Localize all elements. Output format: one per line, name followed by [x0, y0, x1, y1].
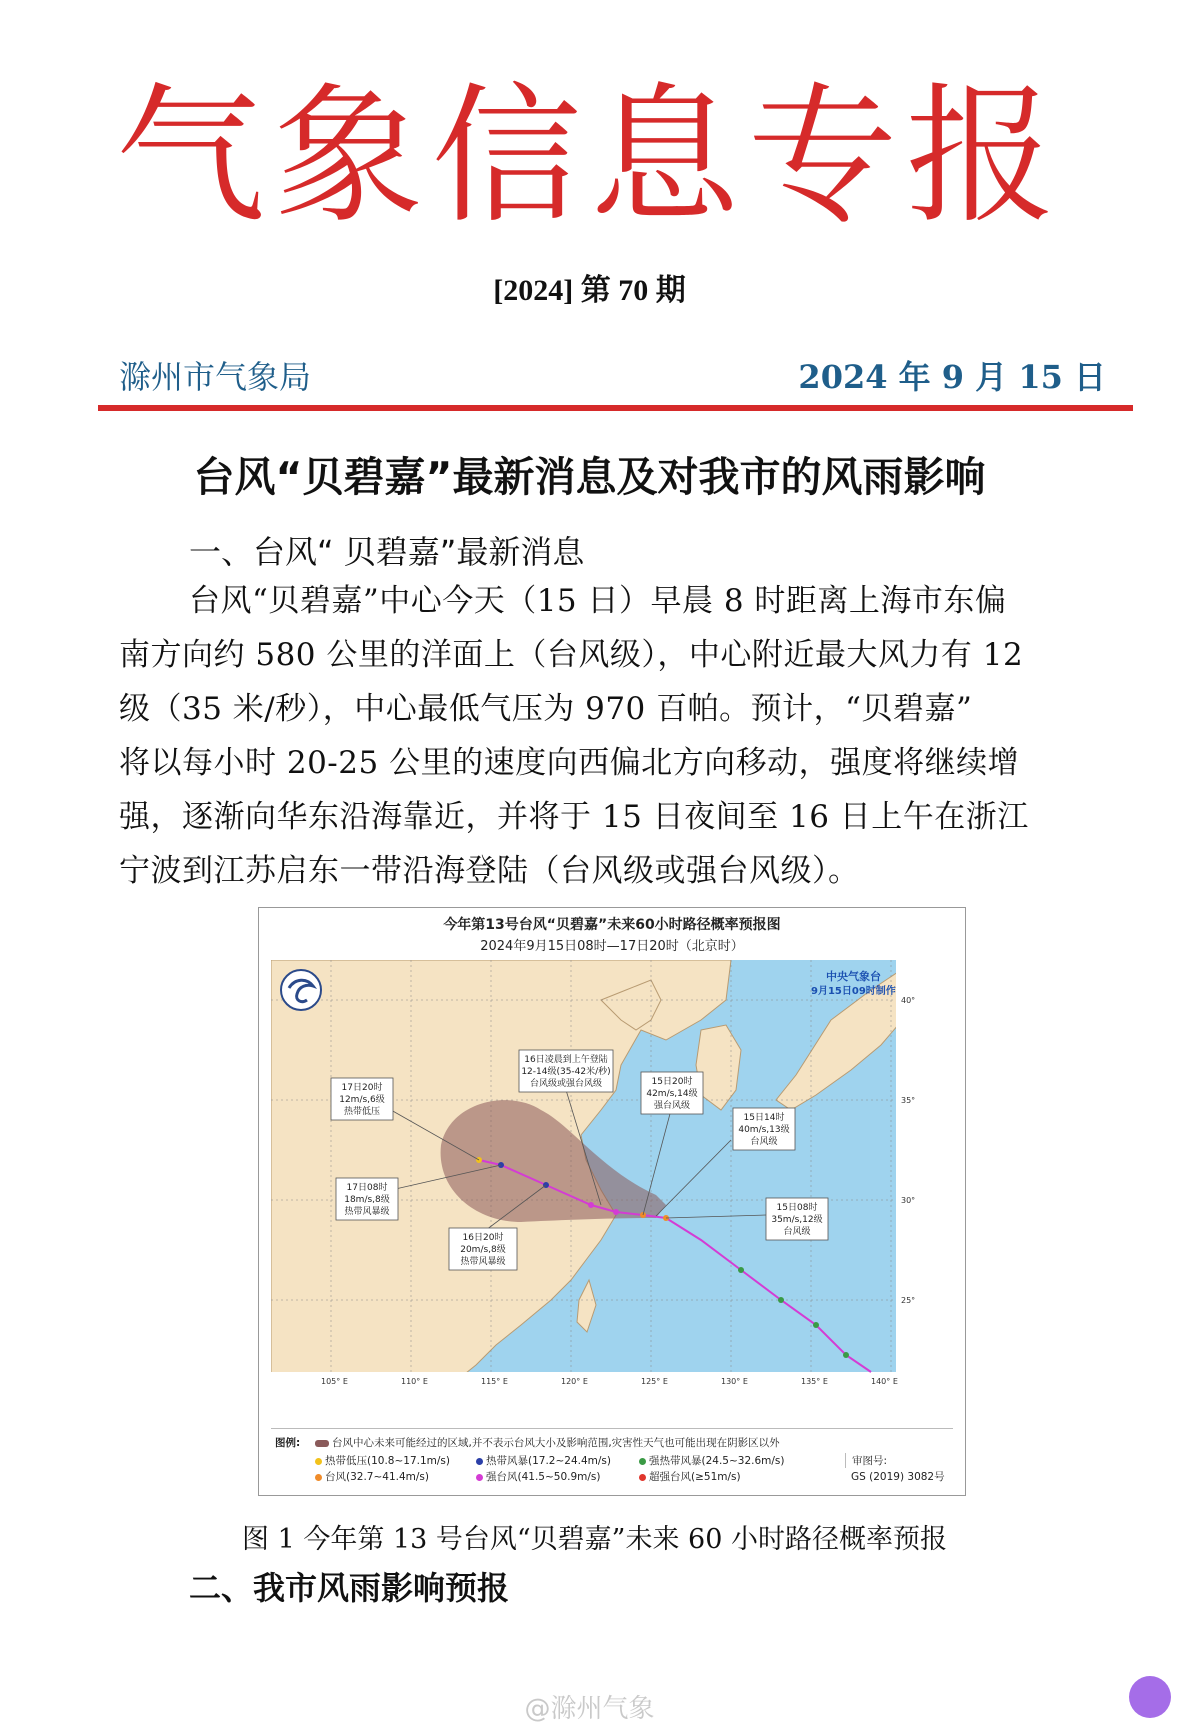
figure-legend	[271, 1428, 953, 1487]
callout-text: 15日14时	[743, 1113, 785, 1123]
legend-text: 台风(32.7~41.4m/s)	[325, 1471, 429, 1483]
section-1-heading: 一、台风“ 贝碧嘉”最新消息	[189, 533, 585, 571]
track-point	[588, 1202, 594, 1208]
callout-text: 热带低压	[343, 1107, 381, 1117]
callout-text: 热带风暴级	[460, 1257, 506, 1267]
legend-text: 热带风暴(17.2~24.4m/s)	[486, 1455, 611, 1467]
legend-text: 强台风(41.5~50.9m/s)	[486, 1471, 601, 1483]
red-divider	[98, 405, 1133, 411]
callout-text: 16日凌晨到上午登陆	[524, 1055, 608, 1065]
agency-name: 滁州市气象局	[119, 358, 312, 396]
paragraph-line: 台风“贝碧嘉”中心今天（15 日）早晨 8 时距离上海市东偏	[189, 583, 1007, 619]
callout-text: 热带风暴级	[344, 1207, 390, 1217]
track-point	[843, 1352, 849, 1358]
legend-dot-icon	[315, 1474, 322, 1481]
callout-text: 16日20时	[462, 1233, 504, 1243]
typhoon-forecast-figure	[258, 907, 966, 1496]
section-1-paragraph	[119, 574, 1109, 898]
legend-item	[315, 1469, 429, 1484]
lon-label: 105° E	[321, 1377, 348, 1386]
lat-label: 35°	[901, 1096, 916, 1105]
issue-date: 2024 年 9 月 15 日	[798, 358, 1106, 396]
callout-text: 35m/s,12级	[771, 1215, 823, 1225]
issuer-line: 中央气象台	[826, 970, 881, 983]
lon-label: 120° E	[561, 1377, 588, 1386]
figure-subtitle: 2024年9月15日08时—17日20时（北京时）	[480, 939, 744, 954]
paragraph-line: 级（35 米/秒），中心最低气压为 970 百帕。预计，“贝碧嘉”	[119, 691, 973, 727]
lon-label: 110° E	[401, 1377, 428, 1386]
section-2-heading: 二、我市风雨影响预报	[189, 1569, 510, 1607]
callout-text: 17日08时	[346, 1183, 388, 1193]
callout-text: 15日20时	[651, 1077, 693, 1087]
lon-label: 135° E	[801, 1377, 828, 1386]
legend-text: 超强台风(≥51m/s)	[649, 1471, 741, 1483]
paragraph-line: 将以每小时 20-25 公里的速度向西偏北方向移动，强度将继续增	[119, 745, 1020, 781]
lon-label: 115° E	[481, 1377, 508, 1386]
headline: 台风“贝碧嘉”最新消息及对我市的风雨影响	[193, 453, 986, 501]
callout-text: 台风级或强台风级	[529, 1079, 603, 1089]
masthead-title: 气象信息专报	[115, 70, 1064, 244]
legend-item	[639, 1453, 785, 1468]
legend-dot-icon	[639, 1474, 646, 1481]
callout-text: 18m/s,8级	[344, 1195, 390, 1205]
lat-label: 25°	[901, 1296, 916, 1305]
callout-text: 15日08时	[776, 1203, 818, 1213]
right-margin	[896, 960, 953, 1420]
track-point	[813, 1322, 819, 1328]
lat-label: 40°	[901, 996, 916, 1005]
callout-text: 12-14级(35-42米/秒)	[521, 1067, 611, 1077]
legend-dot-icon	[476, 1458, 483, 1465]
legend-dot-icon	[639, 1458, 646, 1465]
issuer-line: 9月15日09时制作	[811, 986, 896, 997]
track-point	[778, 1297, 784, 1303]
paragraph-line: 南方向约 580 公里的洋面上（台风级），中心附近最大风力有 12	[119, 637, 1024, 673]
callout-text: 强台风级	[653, 1101, 691, 1111]
callout-text: 12m/s,6级	[339, 1095, 385, 1105]
callout-text: 20m/s,8级	[460, 1245, 506, 1255]
callout-text: 台风级	[783, 1227, 811, 1237]
track-map	[271, 960, 953, 1420]
paragraph-line: 强，逐渐向华东沿海靠近，并将于 15 日夜间至 16 日上午在浙江	[119, 799, 1029, 835]
watermark: @滁州气象	[524, 1694, 655, 1724]
figure-caption: 图 1 今年第 13 号台风“贝碧嘉”未来 60 小时路径概率预报	[242, 1524, 947, 1555]
callout-text: 42m/s,14级	[646, 1089, 698, 1099]
track-point	[613, 1209, 619, 1215]
legend-cone-item	[315, 1435, 780, 1450]
lon-label: 140° E	[871, 1377, 898, 1386]
legend-item	[639, 1469, 741, 1484]
review-number: GS (2019) 3082号	[851, 1471, 945, 1483]
legend-dot-icon	[476, 1474, 483, 1481]
lat-label: 30°	[901, 1196, 916, 1205]
callout-text: 40m/s,13级	[738, 1125, 790, 1135]
review-label: 审图号:	[845, 1453, 887, 1468]
cma-logo-icon	[281, 970, 321, 1010]
paragraph-line: 宁波到江苏启东一带沿海登陆（台风级或强台风级）。	[119, 853, 860, 889]
legend-item	[315, 1453, 450, 1468]
legend-item	[476, 1453, 611, 1468]
track-point	[738, 1267, 744, 1273]
lon-label: 130° E	[721, 1377, 748, 1386]
legend-label: 图例:	[275, 1437, 301, 1449]
floating-action-icon[interactable]	[1129, 1676, 1171, 1718]
callout-text: 17日20时	[341, 1083, 383, 1093]
legend-text: 强热带风暴(24.5~32.6m/s)	[649, 1455, 785, 1467]
legend-text: 台风中心未来可能经过的区域,并不表示台风大小及影响范围,灾害性天气也可能出现在阴影区以外	[332, 1437, 780, 1449]
lon-label: 125° E	[641, 1377, 668, 1386]
legend-text: 热带低压(10.8~17.1m/s)	[325, 1455, 450, 1467]
legend-item	[476, 1469, 601, 1484]
cone-swatch-icon	[315, 1440, 329, 1447]
bottom-margin	[271, 1372, 953, 1420]
issue-number: [2024] 第 70 期	[493, 274, 686, 307]
legend-dot-icon	[315, 1458, 322, 1465]
callout-text: 台风级	[750, 1137, 778, 1147]
figure-title: 今年第13号台风“贝碧嘉”未来60小时路径概率预报图	[443, 917, 781, 933]
